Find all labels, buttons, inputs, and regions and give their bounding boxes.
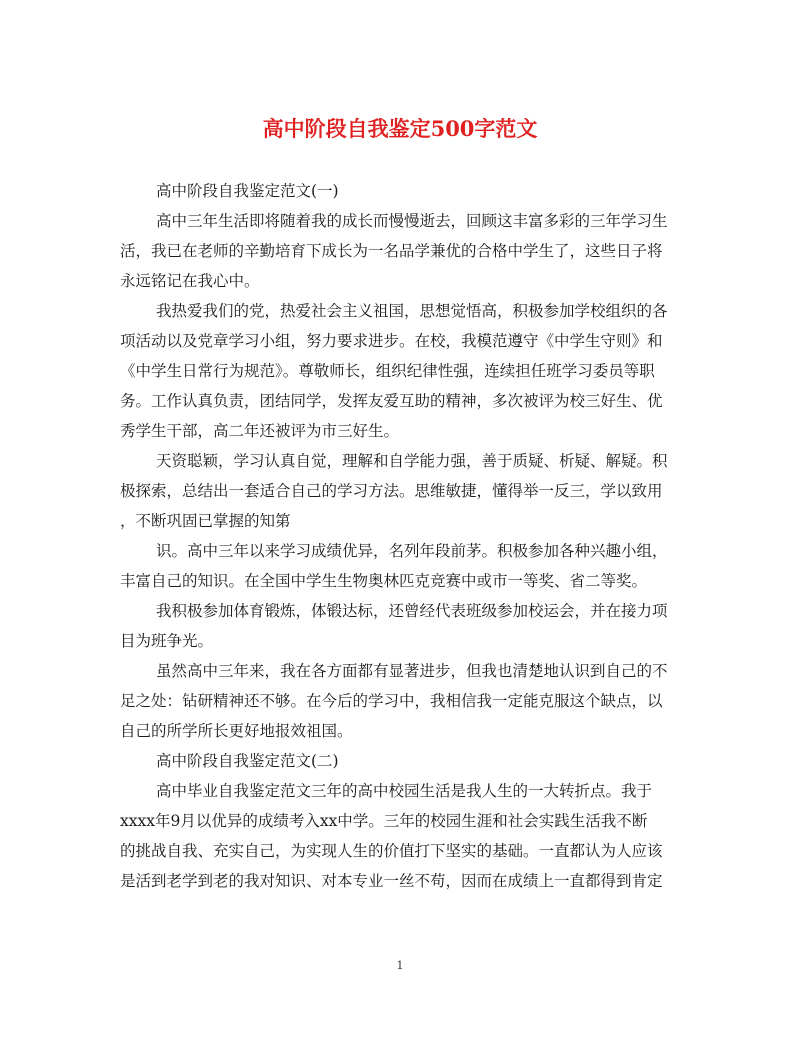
paragraph-line: 《中学生日常行为规范》。尊敬师长，组织纪律性强，连续担任班学习委员等职 — [120, 362, 655, 380]
paragraph-line: 项活动以及党章学习小组，努力要求进步。在校，我模范遵守《中学生守则》和 — [120, 332, 663, 350]
paragraph-line: 永远铭记在我心中。 — [120, 272, 260, 290]
section-heading-1: 高中阶段自我鉴定范文(一) — [156, 182, 339, 200]
paragraph-line: 足之处：钻研精神还不够。在今后的学习中，我相信我一定能克服这个缺点，以 — [120, 692, 663, 710]
document-body — [120, 176, 680, 896]
paragraph-line: 识。高中三年以来学习成绩优异，名列年段前茅。积极参加各种兴趣小组， — [156, 542, 668, 560]
paragraph-line: 高中毕业自我鉴定范文三年的高中校园生活是我人生的一大转折点。我于 — [156, 782, 653, 800]
document-title: 高中阶段自我鉴定500字范文 — [262, 116, 538, 141]
paragraph-line: 丰富自己的知识。在全国中学生生物奥林匹克竞赛中或市一等奖、省二等奖。 — [120, 572, 648, 590]
page-number: 1 — [396, 959, 404, 972]
paragraph-line: 我热爱我们的党，热爱社会主义祖国，思想觉悟高，积极参加学校组织的各 — [156, 302, 668, 320]
paragraph-line: 高中三年生活即将随着我的成长而慢慢逝去，回顾这丰富多彩的三年学习生 — [156, 212, 668, 230]
paragraph-line: 天资聪颖，学习认真自觉，理解和自学能力强，善于质疑、析疑、解疑。积 — [156, 452, 668, 470]
paragraph-line: xxxx年9月以优异的成绩考入xx中学。三年的校园生涯和社会实践生活我不断 — [120, 812, 648, 830]
paragraph-line: 目为班争光。 — [120, 632, 214, 650]
paragraph-line: 我积极参加体育锻炼，体锻达标，还曾经代表班级参加校运会，并在接力项 — [156, 602, 668, 620]
paragraph-line: ，不断巩固已掌握的知第 — [120, 512, 291, 530]
paragraph-line: 的挑战自我、充实自己，为实现人生的价值打下坚实的基础。一直都认为人应该 — [120, 842, 663, 860]
paragraph-line: 务。工作认真负责，团结同学，发挥友爱互助的精神，多次被评为校三好生、优 — [120, 392, 663, 410]
paragraph-line: 虽然高中三年来，我在各方面都有显著进步，但我也清楚地认识到自己的不 — [156, 662, 668, 680]
paragraph-line: 秀学生干部，高二年还被评为市三好生。 — [120, 422, 400, 440]
paragraph-line: 是活到老学到老的我对知识、对本专业一丝不苟，因而在成绩上一直都得到肯定 — [120, 872, 663, 890]
paragraph-line: 活，我已在老师的辛勤培育下成长为一名品学兼优的合格中学生了，这些日子将 — [120, 242, 663, 260]
section-heading-2: 高中阶段自我鉴定范文(二) — [156, 752, 339, 770]
paragraph-line: 自己的所学所长更好地报效祖国。 — [120, 722, 353, 740]
paragraph-line: 极探索，总结出一套适合自己的学习方法。思维敏捷，懂得举一反三，学以致用 — [120, 482, 663, 500]
